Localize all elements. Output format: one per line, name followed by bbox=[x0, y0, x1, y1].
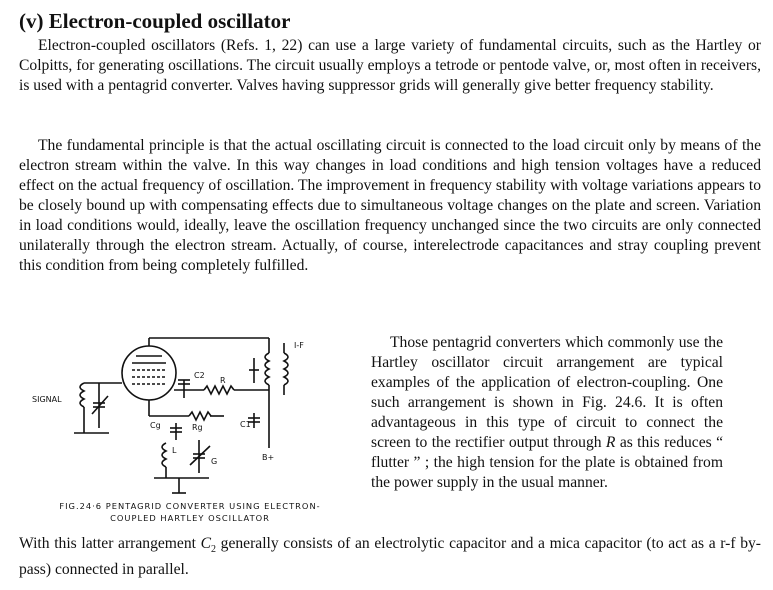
caption-line-2: COUPLED HARTLEY OSCILLATOR bbox=[110, 513, 270, 523]
label-g: G bbox=[211, 457, 218, 466]
p3-text-a: Those pentagrid converters which commonly use the Hartley oscillator circuit arrangement are typical examples of the application of electron-coupling. One such arrangement is shown in Fig. 24.6. It is often advantageous in this type of circuit to connect the screen to the rectifier output through bbox=[371, 334, 723, 451]
label-c2: C2 bbox=[194, 371, 205, 380]
pentagrid-valve bbox=[122, 346, 176, 400]
p4-text-b: generally consists of an electrolytic capacitor and a mica capacitor (to act as a r-f by-pass) connected in parallel. bbox=[19, 535, 761, 579]
circuit-diagram bbox=[14, 328, 364, 498]
caption-line-1: FIG.24·6 PENTAGRID CONVERTER USING ELECTRON- bbox=[59, 501, 321, 511]
p4-subscript: 2 bbox=[211, 544, 217, 556]
section-heading: (v) Electron-coupled oscillator bbox=[19, 9, 291, 33]
label-signal: SIGNAL bbox=[32, 395, 62, 404]
p3-symbol-r: R bbox=[605, 434, 616, 451]
label-b-plus: B+ bbox=[262, 453, 275, 462]
label-c1: C1 bbox=[240, 420, 251, 429]
p3-text-b: as this reduces “ flutter ” ; the high tension for the plate is obtained from the power supply in the usual manner. bbox=[371, 434, 723, 491]
label-cg: Cg bbox=[150, 421, 161, 430]
paragraph-principle: The fundamental principle is that the actual oscillating circuit is connected to the load circuit only by means of the electron stream within the valve. In this way changes in load conditions and high tension voltages have a reduced effect on the actual frequency of oscillation. The improvement in frequency stability with voltage variations appears to be closely bound up with compensating effects due to simultaneous voltage changes on the plate and screen. Variation in load conditions would, ideally, leave the oscillation frequency unchanged since the two circuits are only connected unilaterally through the electron stream. Actually, of course, interelectrode capacitances and stray coupling prevent this condition from being completely fulfilled. bbox=[19, 137, 761, 274]
p4-symbol-c: C bbox=[200, 535, 212, 552]
paragraph-intro: Electron-coupled oscillators (Refs. 1, 22) can use a large variety of fundamental circuits, such as the Hartley or Colpitts, for generating oscillations. The circuit usually employs a tetrode or pentode valve, or, most often in receivers, is used with a pentagrid converter. Valves having suppressor grids will generally give better frequency stability. bbox=[19, 37, 761, 94]
label-l: L bbox=[172, 446, 177, 455]
label-r: R bbox=[220, 376, 226, 385]
figure-caption bbox=[20, 500, 360, 524]
label-rg: Rg bbox=[192, 423, 203, 432]
p4-text-a: With this latter arrangement bbox=[19, 535, 201, 552]
label-if: I-F bbox=[294, 341, 304, 350]
paragraph-hartley bbox=[371, 333, 723, 493]
paragraph-c2 bbox=[19, 534, 761, 580]
